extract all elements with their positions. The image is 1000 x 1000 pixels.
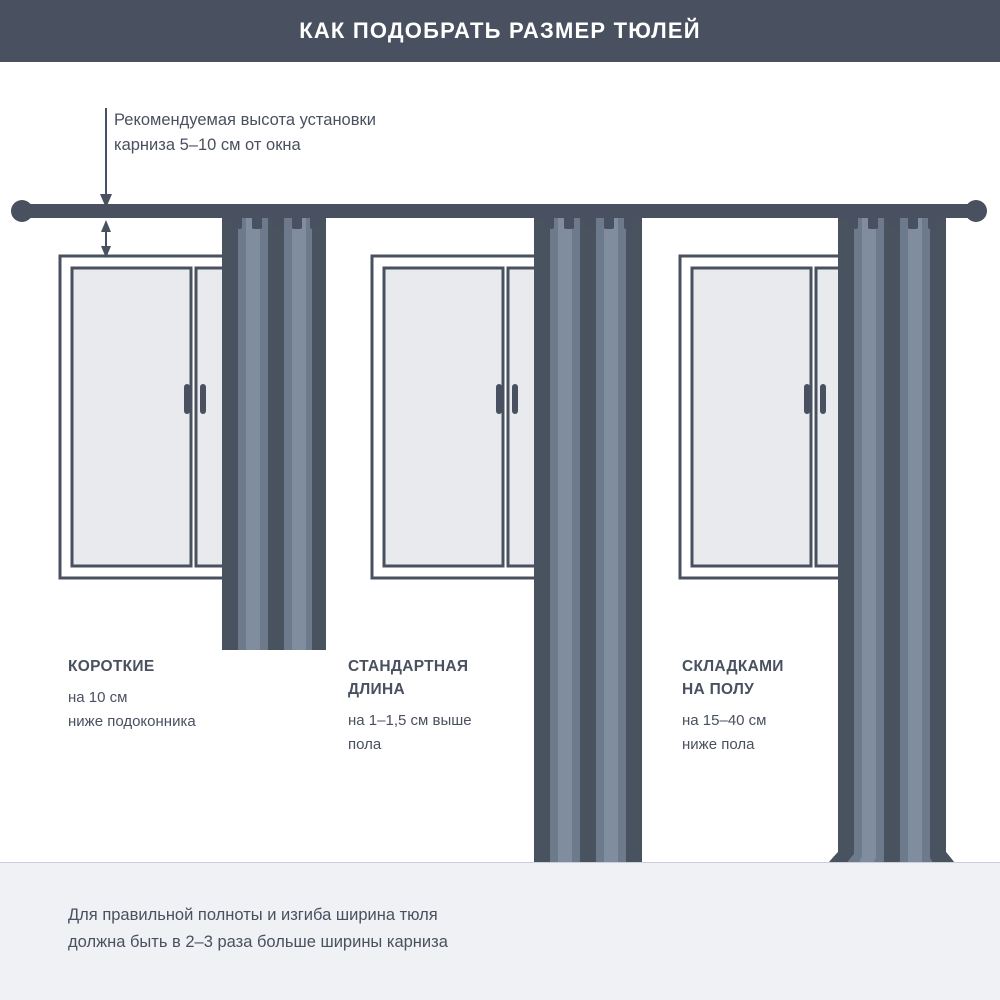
annotation-line-2: карниза 5–10 см от окна: [114, 136, 301, 154]
caption-standard-desc-2: пола: [348, 736, 382, 753]
caption-short: [68, 655, 288, 734]
install-height-indicator: [100, 108, 112, 258]
caption-puddled-desc-1: на 15–40 см: [682, 712, 767, 729]
caption-short-desc-1: на 10 см: [68, 689, 128, 706]
caption-standard-title-1: СТАНДАРТНАЯ: [348, 658, 469, 675]
caption-puddled-title-2: НА ПОЛУ: [682, 681, 755, 698]
caption-short-desc-2: ниже подоконника: [68, 713, 196, 730]
caption-puddled: [682, 655, 902, 757]
footer-line-1: Для правильной полноты и изгиба ширина тюля: [68, 906, 438, 924]
footer-line-2: должна быть в 2–3 раза больше ширины карниза: [68, 933, 448, 951]
caption-standard-title-2: ДЛИНА: [348, 681, 405, 698]
install-height-annotation: [114, 108, 514, 158]
curtain-standard: [534, 210, 642, 862]
footer-note: [68, 902, 708, 956]
header-bar: [0, 0, 1000, 62]
caption-puddled-title-1: СКЛАДКАМИ: [682, 658, 784, 675]
curtain-short: [222, 210, 326, 650]
caption-standard: [348, 655, 568, 757]
caption-puddled-desc-2: ниже пола: [682, 736, 755, 753]
caption-standard-desc-1: на 1–1,5 см выше: [348, 712, 472, 729]
page-title: КАК ПОДОБРАТЬ РАЗМЕР ТЮЛЕЙ: [299, 18, 701, 43]
annotation-line-1: Рекомендуемая высота установки: [114, 111, 376, 129]
caption-short-title: КОРОТКИЕ: [68, 658, 155, 675]
